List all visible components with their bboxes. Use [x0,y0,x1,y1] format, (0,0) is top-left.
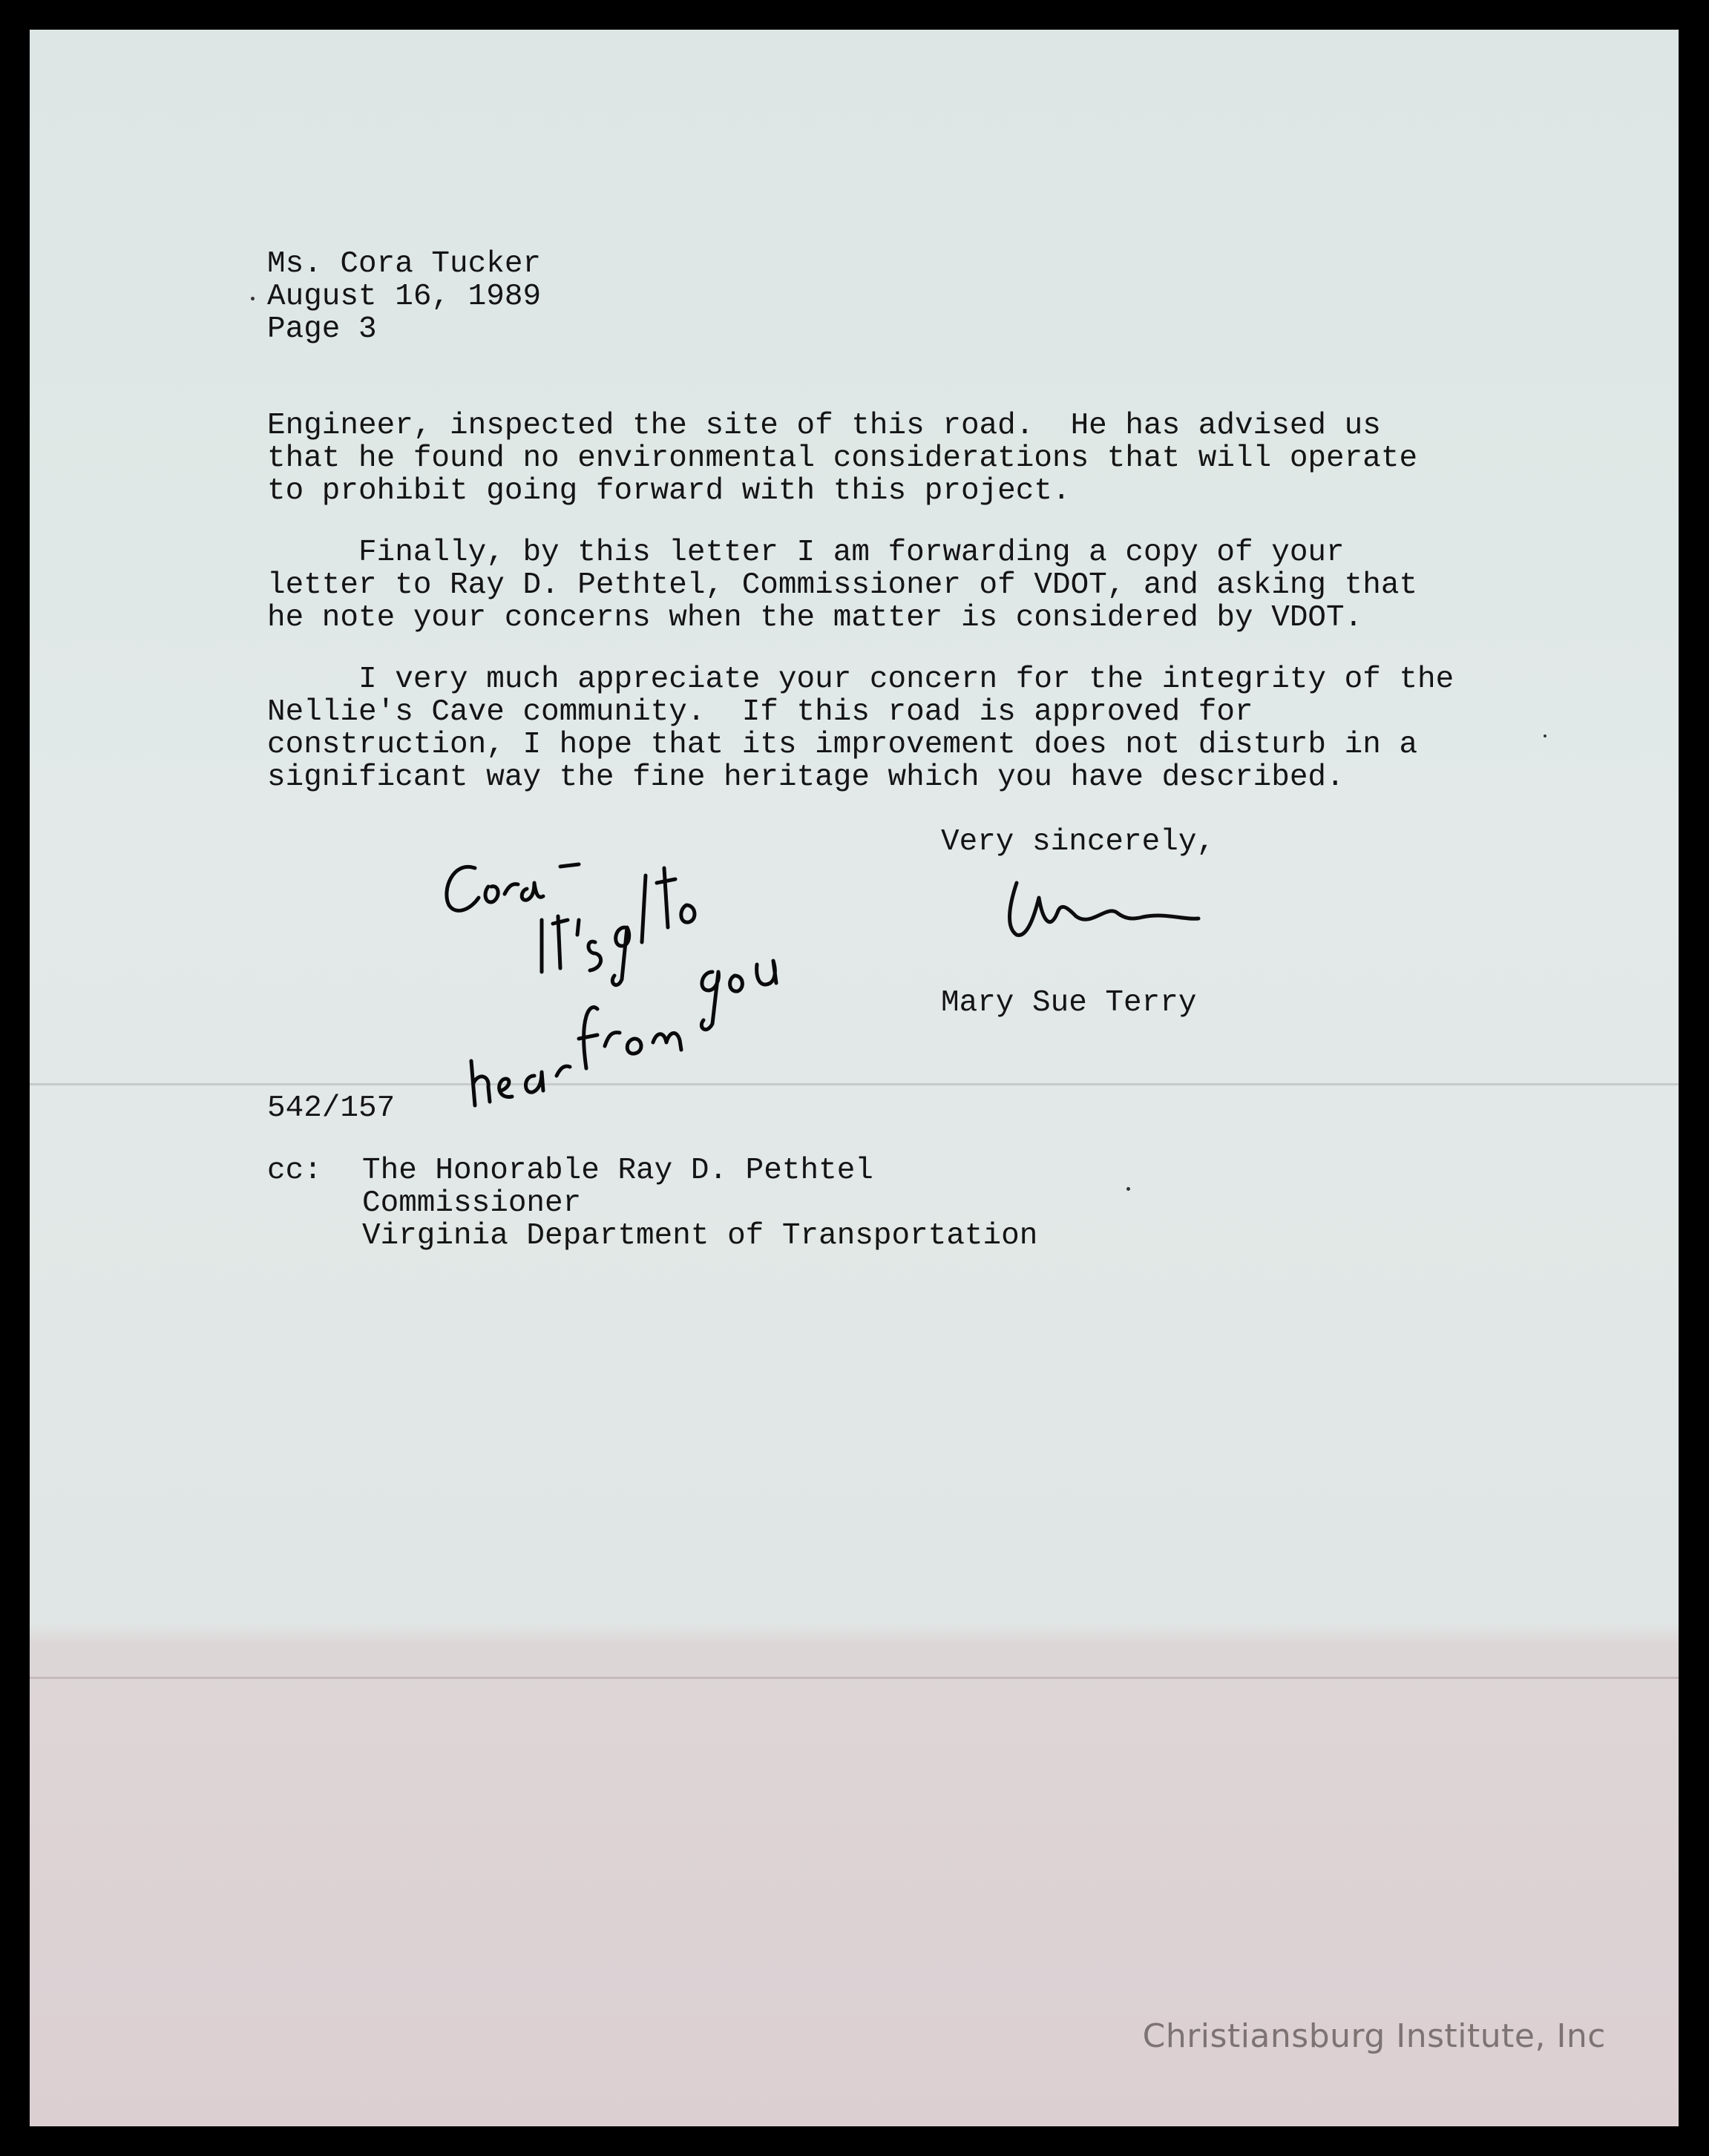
signature [994,868,1202,950]
handwritten-note [430,824,816,1135]
closing: Very sincerely, [941,825,1216,859]
recipient: Ms. Cora Tucker [267,247,542,281]
fold-crease [30,1083,1679,1085]
fold-crease [30,1677,1679,1679]
scan-speck [1544,734,1546,737]
scan-speck [251,297,255,300]
signer-name: Mary Sue Terry [941,986,1197,1020]
paragraph-2 [267,536,1417,634]
scan-speck [1126,1187,1130,1191]
text-line: to prohibit going forward with this project. [267,474,1071,508]
text-line: Engineer, inspected the site of this road. He has advised us [267,409,1381,443]
text-line: Finally, by this letter I am forwarding a copy of your [267,536,1345,570]
cc-label: cc: [267,1154,322,1188]
text-line: Nellie's Cave community. If this road is approved for [267,695,1253,729]
text-line: that he found no environmental considerations that will operate [267,441,1418,476]
paragraph-1 [267,410,1417,507]
letter-page [30,30,1679,2126]
letter-header [267,248,541,346]
cc-recipients [362,1154,1037,1252]
text-line: he note your concerns when the matter is considered by VDOT. [267,601,1363,635]
cc-line: Virginia Department of Transportation [362,1219,1038,1253]
cc-line: The Honorable Ray D. Pethtel [362,1154,873,1188]
cc-line: Commissioner [362,1186,582,1220]
text-line: construction, I hope that its improvement does not disturb in a [267,728,1418,762]
paragraph-3 [267,663,1454,794]
text-line: I very much appreciate your concern for the integrity of the [267,663,1454,697]
watermark: Christiansburg Institute, Inc [1142,2017,1606,2055]
reference-number: 542/157 [267,1091,396,1125]
text-line: letter to Ray D. Pethtel, Commissioner of VDOT, and asking that [267,568,1418,602]
page-number: Page 3 [267,312,377,346]
text-line: significant way the fine heritage which you have described. [267,760,1345,795]
letter-date: August 16, 1989 [267,280,542,314]
